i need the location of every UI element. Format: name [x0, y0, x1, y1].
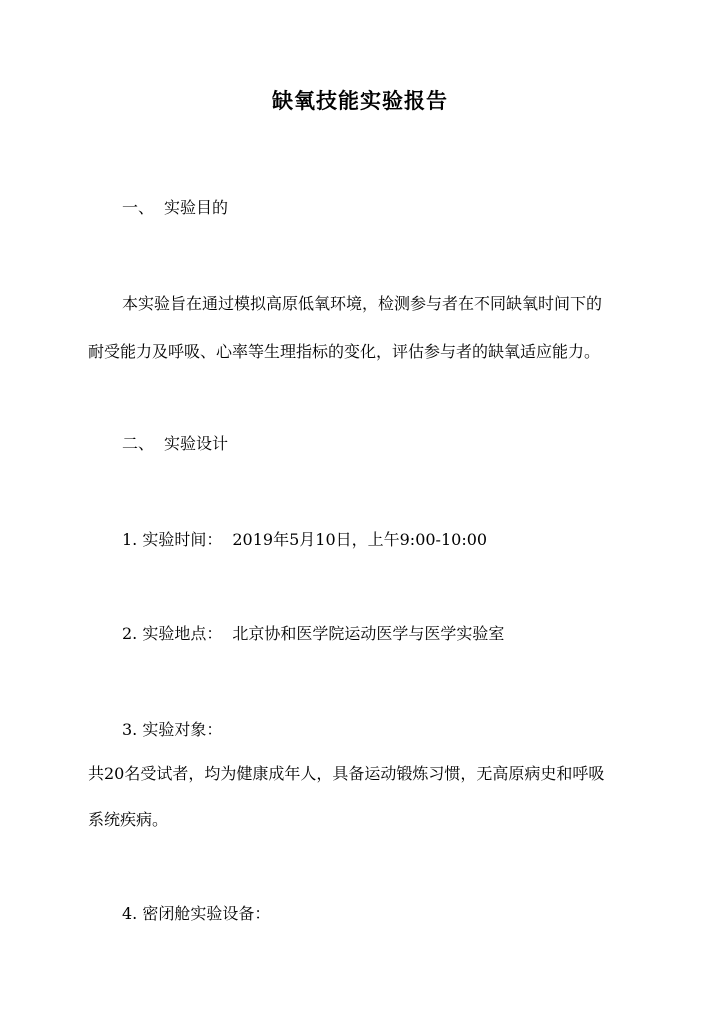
document-title: 缺氧技能实验报告 — [272, 88, 448, 113]
section-2-title: 实验设计 — [164, 434, 229, 453]
item-value: 北京协和医学院运动医学与医学实验室 — [232, 624, 505, 643]
item-label: 1. 实验时间： — [122, 530, 223, 549]
item-label: 3. 实验对象： — [122, 720, 223, 739]
item-label: 2. 实验地点： — [122, 624, 223, 643]
subjects-description-line-2: 系统疾病。 — [88, 810, 169, 829]
item-chamber-equipment — [122, 902, 270, 926]
section-1-paragraph-line-1: 本实验旨在通过模拟高原低氧环境，检测参与者在不同缺氧时间下的 — [122, 294, 603, 313]
section-2-heading — [122, 432, 228, 456]
item-experiment-location — [122, 622, 504, 646]
item-experiment-subjects — [122, 718, 222, 742]
section-1-title: 实验目的 — [164, 198, 229, 217]
item-label: 4. 密闭舱实验设备： — [122, 904, 271, 923]
section-1-paragraph-line-2: 耐受能力及呼吸、心率等生理指标的变化，评估参与者的缺氧适应能力。 — [88, 342, 601, 361]
subjects-description-line-1: 共20名受试者，均为健康成年人，具备运动锻炼习惯，无高原病史和呼吸 — [88, 764, 605, 783]
section-1-number: 一、 — [122, 198, 155, 217]
section-1-heading — [122, 196, 228, 220]
item-value: 2019年5月10日，上午9:00-10:00 — [232, 530, 488, 549]
section-2-number: 二、 — [122, 434, 155, 453]
item-experiment-time — [122, 528, 487, 552]
